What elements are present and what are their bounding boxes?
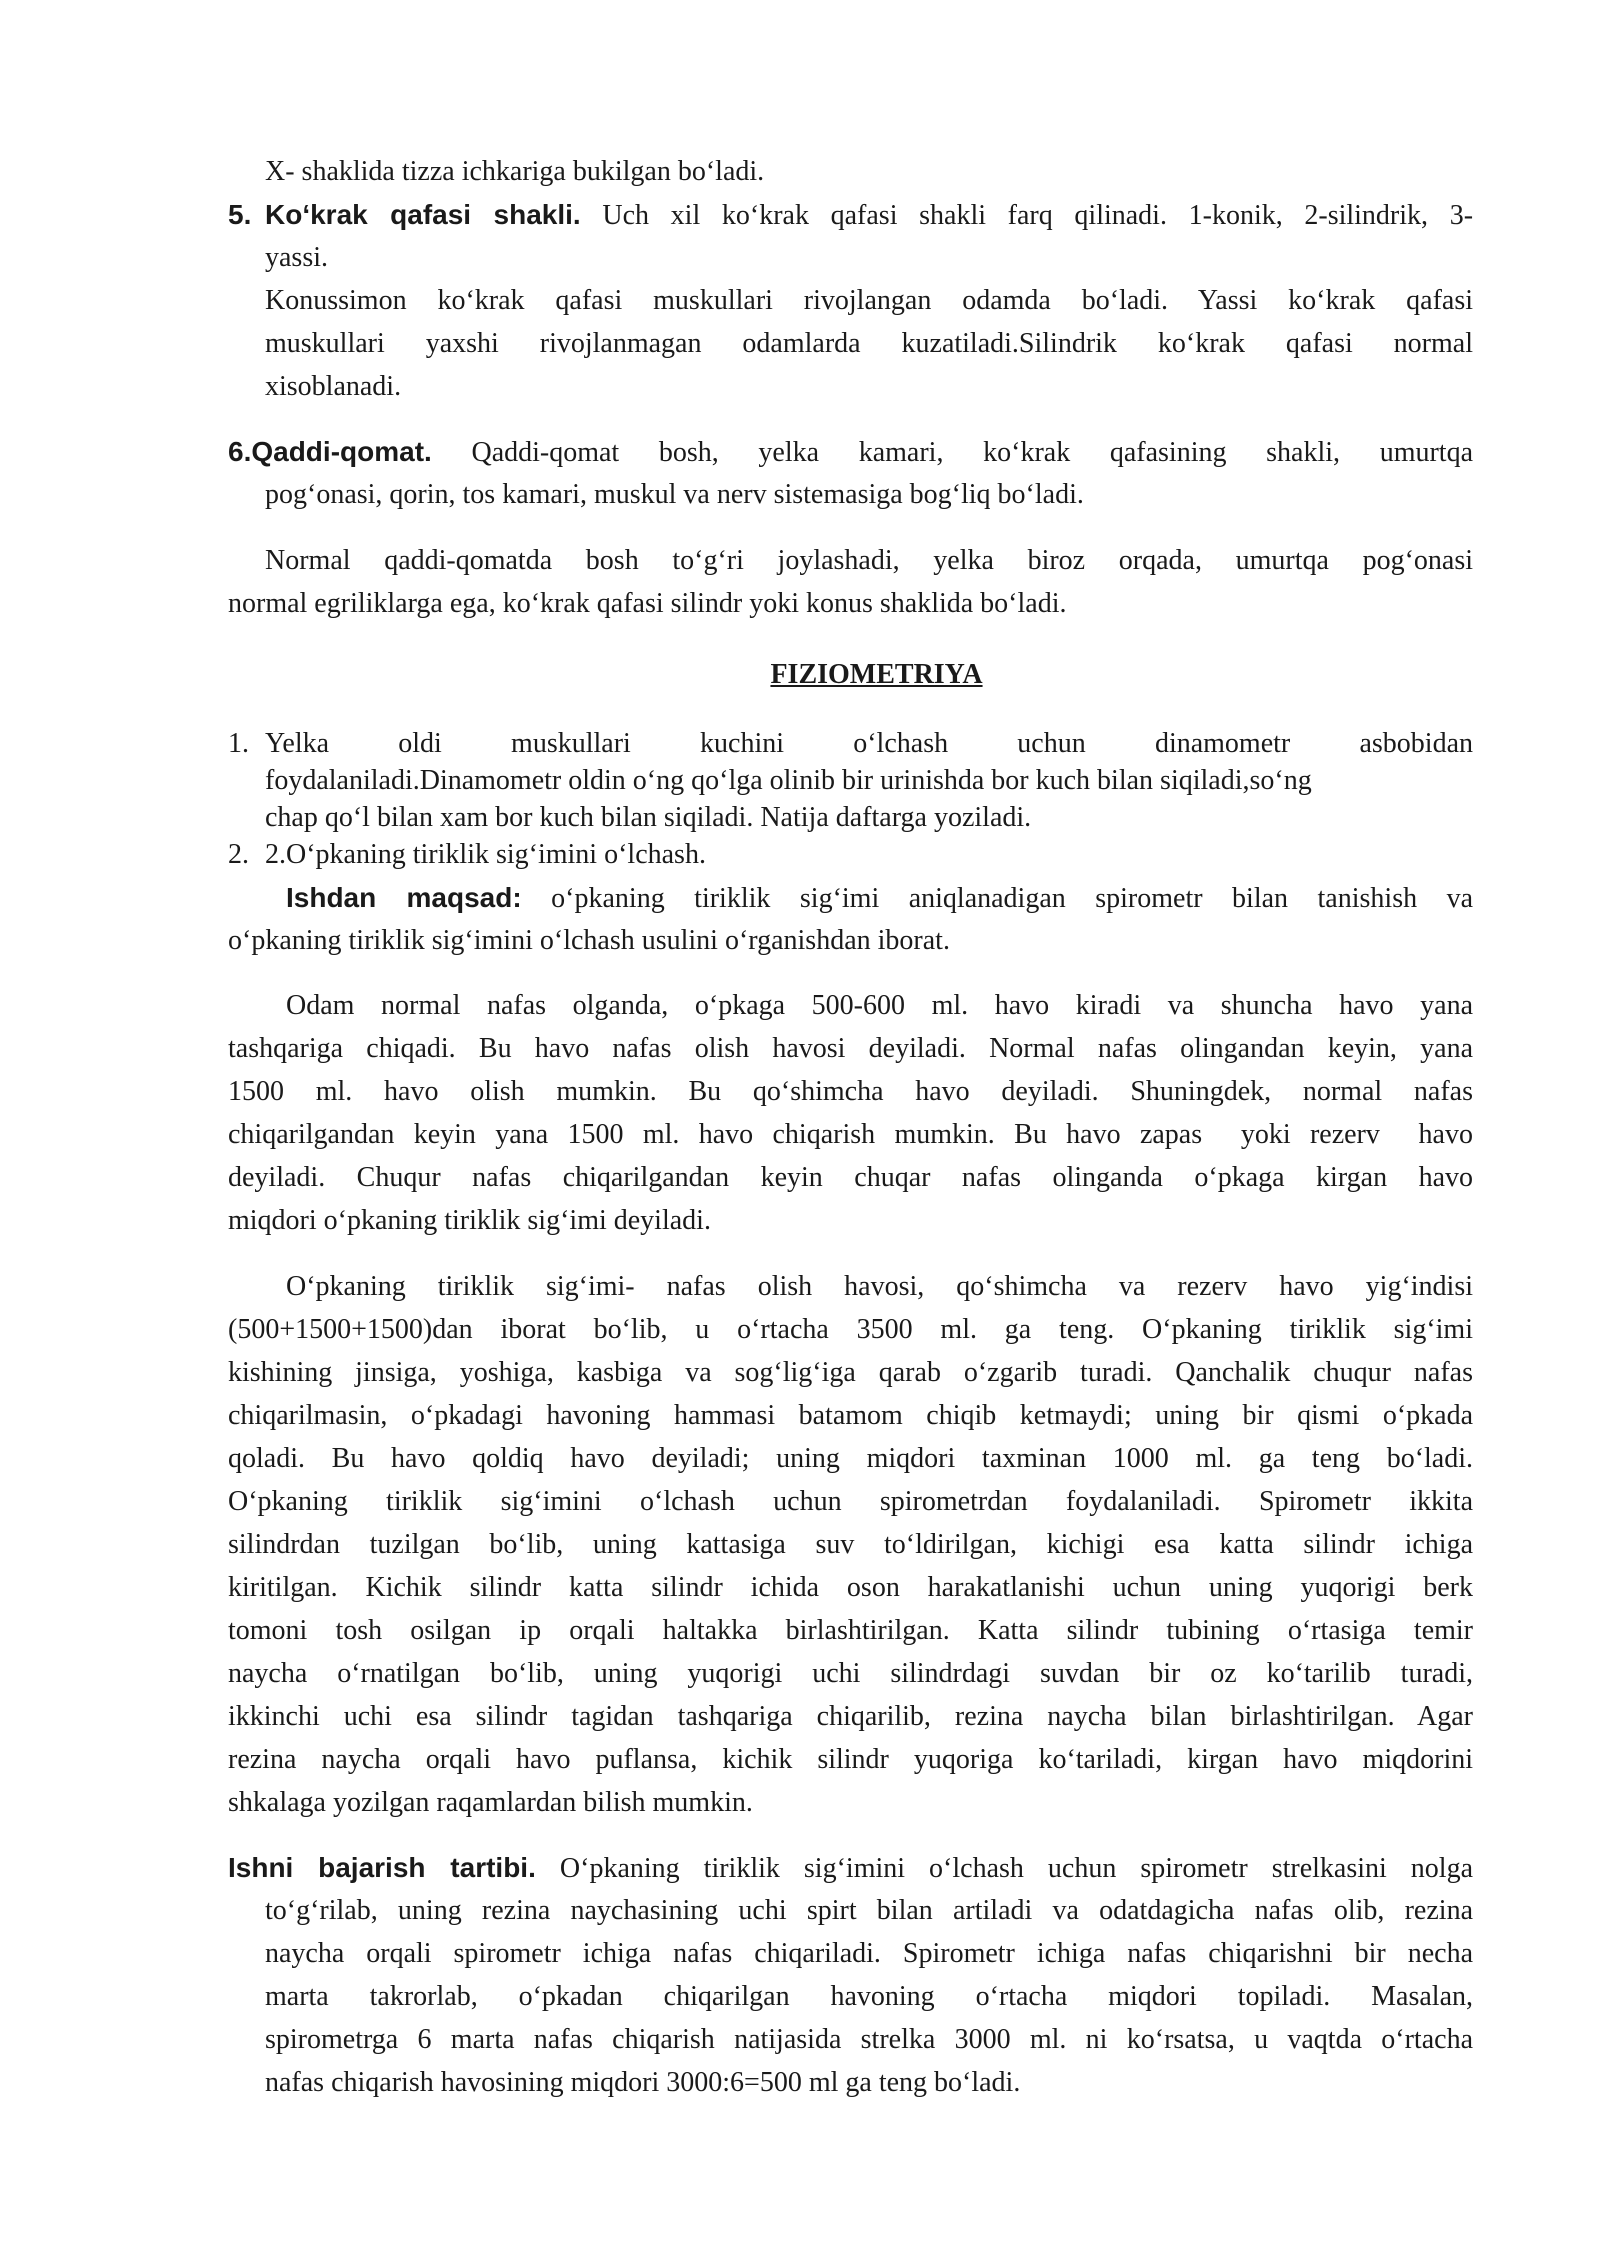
posture-line2: normal egriliklarga ega, ko‘krak qafasi silindr yoki konus shaklida bo‘ladi. bbox=[228, 588, 1067, 619]
air-para-line: tashqariga chiqadi. Bu havo nafas olish havosi deyiladi. Normal nafas olingandan keyin, yana bbox=[228, 1033, 1473, 1064]
procedure-line: nafas chiqarish havosining miqdori 3000:6=500 ml ga teng bo‘ladi. bbox=[265, 2067, 1021, 2098]
procedure-line: marta takrorlab, o‘pkadan chiqarilgan havoning o‘rtacha miqdori topiladi. Masalan, bbox=[265, 1981, 1473, 2012]
item6-line1-text: Qaddi-qomat bosh, yelka kamari, ko‘krak qafasining shakli, umurtqa bbox=[471, 437, 1474, 468]
capacity-para-line: qoladi. Bu havo qoldiq havo deyiladi; uning miqdori taxminan 1000 ml. ga teng bo‘ladi. bbox=[228, 1443, 1473, 1474]
capacity-para-line: naycha o‘rnatilgan bo‘lib, uning yuqorigi uchi silindrdagi suvdan bir oz ko‘tarilib turadi, bbox=[228, 1658, 1473, 1689]
list-item1-line3: chap qo‘l bilan xam bor kuch bilan siqiladi. Natija daftarga yoziladi. bbox=[265, 802, 1032, 833]
list-item2-text: 2.O‘pkaning tiriklik sig‘imini o‘lchash. bbox=[265, 839, 706, 870]
procedure-line: naycha orqali spirometr ichiga nafas chiqariladi. Spirometr ichiga nafas chiqarishni bir necha bbox=[265, 1938, 1473, 1969]
section-heading: FIZIOMETRIYA bbox=[770, 659, 983, 690]
capacity-para-line: rezina naycha orqali havo puflansa, kichik silindr yuqoriga ko‘tariladi, kirgan havo miqdorini bbox=[228, 1744, 1473, 1775]
posture-line1: Normal qaddi-qomatda bosh to‘g‘ri joylashadi, yelka biroz orqada, umurtqa pog‘onasi bbox=[265, 545, 1473, 576]
air-para-line: chiqarilgandan keyin yana 1500 ml. havo chiqarish mumkin. Bu havo zapas yoki rezerv havo bbox=[228, 1119, 1473, 1150]
air-para-line: deyiladi. Chuqur nafas chiqarilgandan keyin chuqar nafas olinganda o‘pkaga kirgan havo bbox=[228, 1162, 1473, 1193]
procedure-line: to‘g‘rilab, uning rezina naychasining uchi spirt bilan artiladi va odatdagicha nafas olib, rezina bbox=[265, 1895, 1473, 1926]
item4-tail-text: X- shaklida tizza ichkariga bukilgan bo‘ladi. bbox=[265, 156, 765, 187]
list-item1-number: 1. bbox=[228, 728, 249, 759]
capacity-para-line: tomoni tosh osilgan ip orqali haltakka birlashtirilgan. Katta silindr tubining o‘rtasiga temir bbox=[228, 1615, 1473, 1646]
procedure-line1-text: O‘pkaning tiriklik sig‘imini o‘lchash uchun spirometr strelkasini nolga bbox=[559, 1853, 1474, 1884]
item5-number: 5. bbox=[228, 199, 252, 230]
list-item1-line1: Yelka oldi muskullari kuchini o‘lchash uchun dinamometr asbobidan bbox=[265, 728, 1473, 759]
capacity-para-line: kiritilgan. Kichik silindr katta silindr ichida oson harakatlanishi uchun uning yuqorigi berk bbox=[228, 1572, 1473, 1603]
capacity-para-line: chiqarilmasin, o‘pkadagi havoning hammasi batamom chiqib ketmaydi; uning bir qismi o‘pkada bbox=[228, 1400, 1473, 1431]
item6-line2: pog‘onasi, qorin, tos kamari, muskul va nerv sistemasiga bog‘liq bo‘ladi. bbox=[265, 479, 1084, 510]
item5-line2: yassi. bbox=[265, 242, 328, 273]
capacity-para-line: ikkinchi uchi esa silindr tagidan tashqariga chiqarilib, rezina naycha bilan birlashtirilgan. Agar bbox=[228, 1701, 1473, 1732]
capacity-para-line: silindrdan tuzilgan bo‘lib, uning kattasiga suv to‘ldirilgan, kichigi esa katta silindr ichiga bbox=[228, 1529, 1473, 1560]
capacity-para-line: shkalaga yozilgan raqamlardan bilish mumkin. bbox=[228, 1787, 753, 1818]
procedure-line1 bbox=[228, 1846, 1473, 1890]
capacity-para-line: kishining jinsiga, yoshiga, kasbiga va sog‘lig‘iga qarab o‘zgarib turadi. Qanchalik chuqur nafas bbox=[228, 1357, 1473, 1388]
item5-line5: xisoblanadi. bbox=[265, 371, 402, 402]
capacity-para-line: (500+1500+1500)dan iborat bo‘lib, u o‘rtacha 3500 ml. ga teng. O‘pkaning tiriklik sig‘imi bbox=[228, 1314, 1473, 1345]
item5-title: Ko‘krak qafasi shakli. bbox=[265, 199, 581, 230]
procedure-line: spirometrga 6 marta nafas chiqarish natijasida strelka 3000 ml. ni ko‘rsatsa, u vaqtda o‘rtacha bbox=[265, 2024, 1473, 2055]
air-para-line: Odam normal nafas olganda, o‘pkaga 500-600 ml. havo kiradi va shuncha havo yana bbox=[286, 990, 1473, 1021]
capacity-para-line: O‘pkaning tiriklik sig‘imi- nafas olish havosi, qo‘shimcha va rezerv havo yig‘indisi bbox=[286, 1271, 1473, 1302]
goal-line1-text: o‘pkaning tiriklik sig‘imi aniqlanadigan spirometr bilan tanishish va bbox=[551, 883, 1474, 914]
capacity-para-line: O‘pkaning tiriklik sig‘imini o‘lchash uchun spirometrdan foydalaniladi. Spirometr ikkita bbox=[228, 1486, 1473, 1517]
air-para-line: 1500 ml. havo olish mumkin. Bu qo‘shimcha havo deyiladi. Shuningdek, normal nafas bbox=[228, 1076, 1473, 1107]
goal-line2: o‘pkaning tiriklik sig‘imini o‘lchash usulini o‘rganishdan iborat. bbox=[228, 925, 950, 956]
goal-line1 bbox=[286, 876, 1473, 920]
item6-line1 bbox=[228, 430, 1473, 474]
item5-line4: muskullari yaxshi rivojlanmagan odamlarda kuzatiladi.Silindrik ko‘krak qafasi normal bbox=[265, 328, 1473, 359]
list-item1-line2: foydalaniladi.Dinamometr oldin o‘ng qo‘lga olinib bir urinishda bor kuch bilan siqiladi,so‘ng bbox=[265, 765, 1312, 796]
item5-line1 bbox=[265, 193, 1473, 237]
list-item2-number: 2. bbox=[228, 839, 249, 870]
item5-line1-text: Uch xil ko‘krak qafasi shakli farq qilinadi. 1-konik, 2-silindrik, 3- bbox=[602, 200, 1474, 231]
goal-label: Ishdan maqsad: bbox=[286, 882, 522, 913]
item6-title: 6.Qaddi-qomat. bbox=[228, 436, 432, 467]
procedure-label: Ishni bajarish tartibi. bbox=[228, 1852, 536, 1883]
item5-line3: Konussimon ko‘krak qafasi muskullari rivojlangan odamda bo‘ladi. Yassi ko‘krak qafasi bbox=[265, 285, 1473, 316]
air-para-line: miqdori o‘pkaning tiriklik sig‘imi deyiladi. bbox=[228, 1205, 711, 1236]
